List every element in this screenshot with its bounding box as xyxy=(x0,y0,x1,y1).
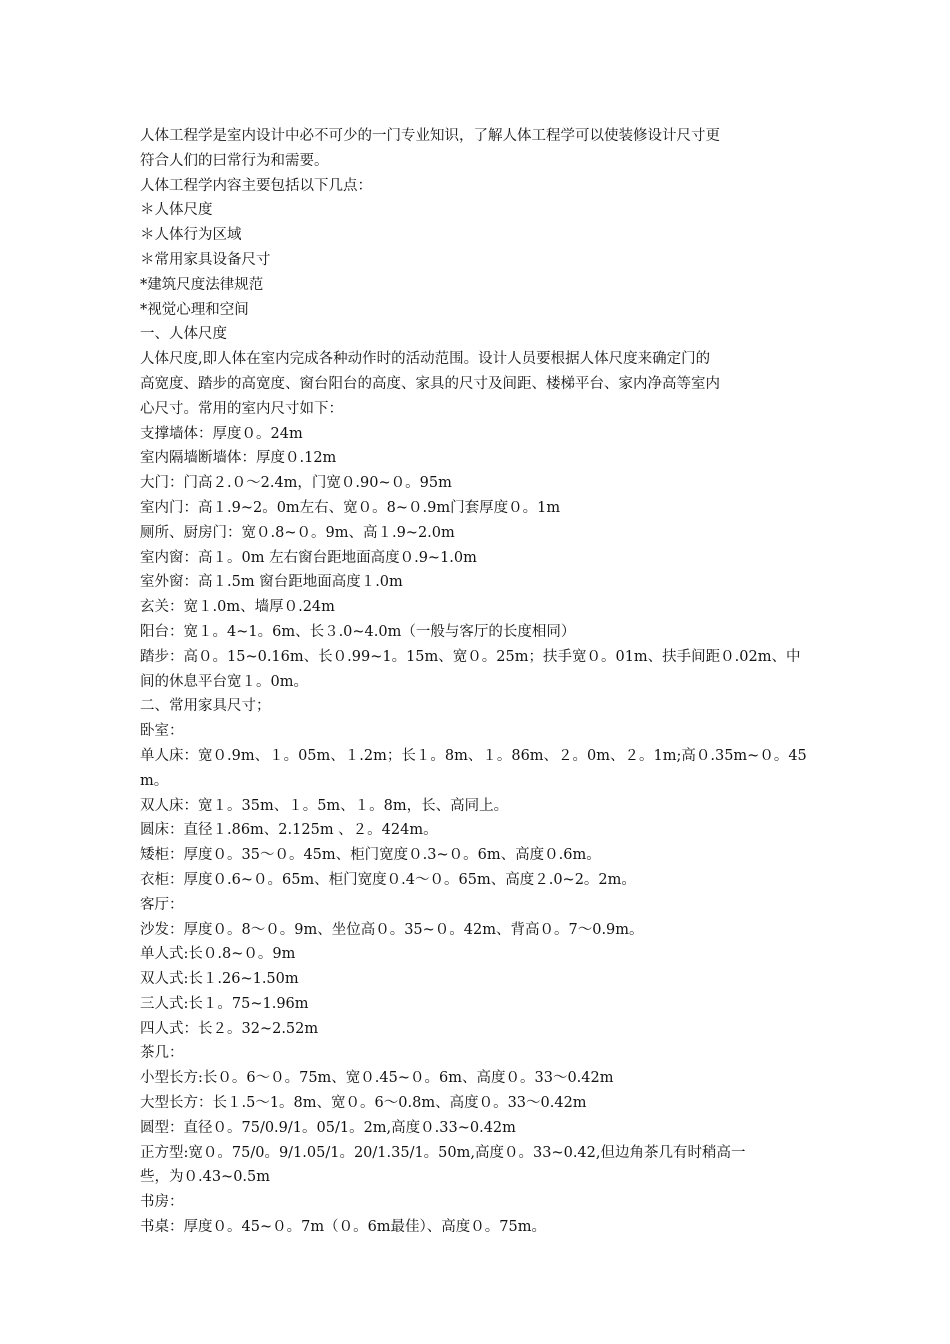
dimension-line: 矮柜：厚度０。35～０。45m、柜门宽度０.3~０。6m、高度０.6m。 xyxy=(140,847,601,864)
dimension-line: 大门：门高２.０～2.4m，门宽０.90~０。95m xyxy=(140,475,452,492)
dimension-line: 室内隔墙断墙体：厚度０.12m xyxy=(140,450,337,467)
dimension-line: 单人床：宽０.9m、１。05m、１.2m；长１。8m、１。86m、２。0m、２。1m;高０.35m~０。45m。 xyxy=(140,747,807,789)
dimension-line: 双人床：宽１。35m、１。5m、１。8m，长、高同上。 xyxy=(140,797,509,814)
list-item: ＊人体尺度 xyxy=(140,202,213,219)
subsection-heading: 茶几： xyxy=(140,1045,184,1062)
paragraph-line: 符合人们的曰常行为和需要。 xyxy=(140,152,329,169)
dimension-line: 厕所、厨房门：宽０.8~０。9m、高１.9~2.0m xyxy=(140,524,455,541)
list-item: *建筑尺度法律规范 xyxy=(140,276,264,293)
document-body xyxy=(140,124,820,1240)
subsection-heading: 客厅： xyxy=(140,896,184,913)
section-heading: 二、常用家具尺寸； xyxy=(140,698,271,715)
subsection-heading: 书房： xyxy=(140,1194,184,1211)
paragraph-line: 人体工程学内容主要包括以下几点： xyxy=(140,177,372,194)
dimension-line: 阳台：宽１。4~1。6m、长３.0~4.0m（一般与客厅的长度相同） xyxy=(140,623,576,640)
paragraph-line: 高宽度、踏步的高宽度、窗台阳台的高度、家具的尺寸及间距、楼梯平台、家内净高等室内 xyxy=(140,375,720,392)
dimension-line: 玄关：宽１.0m、墙厚０.24m xyxy=(140,599,335,616)
dimension-line: 圆床：直径１.86m、2.125m 、２。424m。 xyxy=(140,822,438,839)
dimension-line: 支撑墙体：厚度０。24m xyxy=(140,425,303,442)
dimension-line: 大型长方：长１.5～1。8m、宽０。6～0.8m、高度０。33～0.42m xyxy=(140,1095,587,1112)
dimension-line: 单人式:长０.8~０。9m xyxy=(140,946,296,963)
dimension-line: 三人式:长１。75~1.96m xyxy=(140,995,309,1012)
paragraph-line: 心尺寸。常用的室内尺寸如下： xyxy=(140,400,343,417)
paragraph-line: 人体尺度,即人体在室内完成各种动作时的活动范围。设计人员要根据人体尺度来确定门的 xyxy=(140,351,711,368)
dimension-line: 室内窗：高１。0m 左右窗台距地面高度０.9~1.0m xyxy=(140,549,477,566)
dimension-line: 书桌：厚度０。45~０。7m（０。6m最佳）、高度０。75m。 xyxy=(140,1219,546,1236)
dimension-line: 正方型:宽０。75/0。9/1.05/1。20/1.35/1。50m,高度０。33~0.42,但边角茶几有时稍高一 xyxy=(140,1144,746,1161)
list-item: *视觉心理和空间 xyxy=(140,301,249,318)
subsection-heading: 卧室： xyxy=(140,723,184,740)
dimension-line: 室内门：高１.9~2。0m左右、宽０。8~０.9m门套厚度０。1m xyxy=(140,499,561,516)
dimension-line: 些，为０.43~0.5m xyxy=(140,1169,271,1186)
dimension-line: 室外窗：高１.5m 窗台距地面高度１.0m xyxy=(140,574,403,591)
dimension-line: 间的休息平台宽１。0m。 xyxy=(140,673,308,690)
paragraph-line: 人体工程学是室内设计中必不可少的一门专业知识，了解人体工程学可以使装修设计尺寸更 xyxy=(140,128,720,144)
list-item: ＊人体行为区域 xyxy=(140,227,242,244)
dimension-line: 衣柜：厚度０.6~０。65m、柜门宽度０.4～０。65m、高度２.0~2。2m。 xyxy=(140,871,636,888)
section-heading: 一、人体尺度 xyxy=(140,326,227,343)
dimension-line: 沙发：厚度０。8～０。9m、坐位高０。35~０。42m、背高０。7～0.9m。 xyxy=(140,921,644,938)
dimension-line: 四人式：长２。32~2.52m xyxy=(140,1020,319,1037)
dimension-line: 踏步：高０。15~0.16m、长０.99~1。15m、宽０。25m；扶手宽０。01m、扶手间距０.02m、中 xyxy=(140,648,801,665)
dimension-line: 圆型：直径０。75/0.9/1。05/1。2m,高度０.33~0.42m xyxy=(140,1119,516,1136)
dimension-line: 双人式:长１.26~1.50m xyxy=(140,971,299,988)
dimension-line: 小型长方:长０。6～０。75m、宽０.45~０。6m、高度０。33～0.42m xyxy=(140,1070,614,1087)
list-item: ＊常用家具设备尺寸 xyxy=(140,251,271,268)
